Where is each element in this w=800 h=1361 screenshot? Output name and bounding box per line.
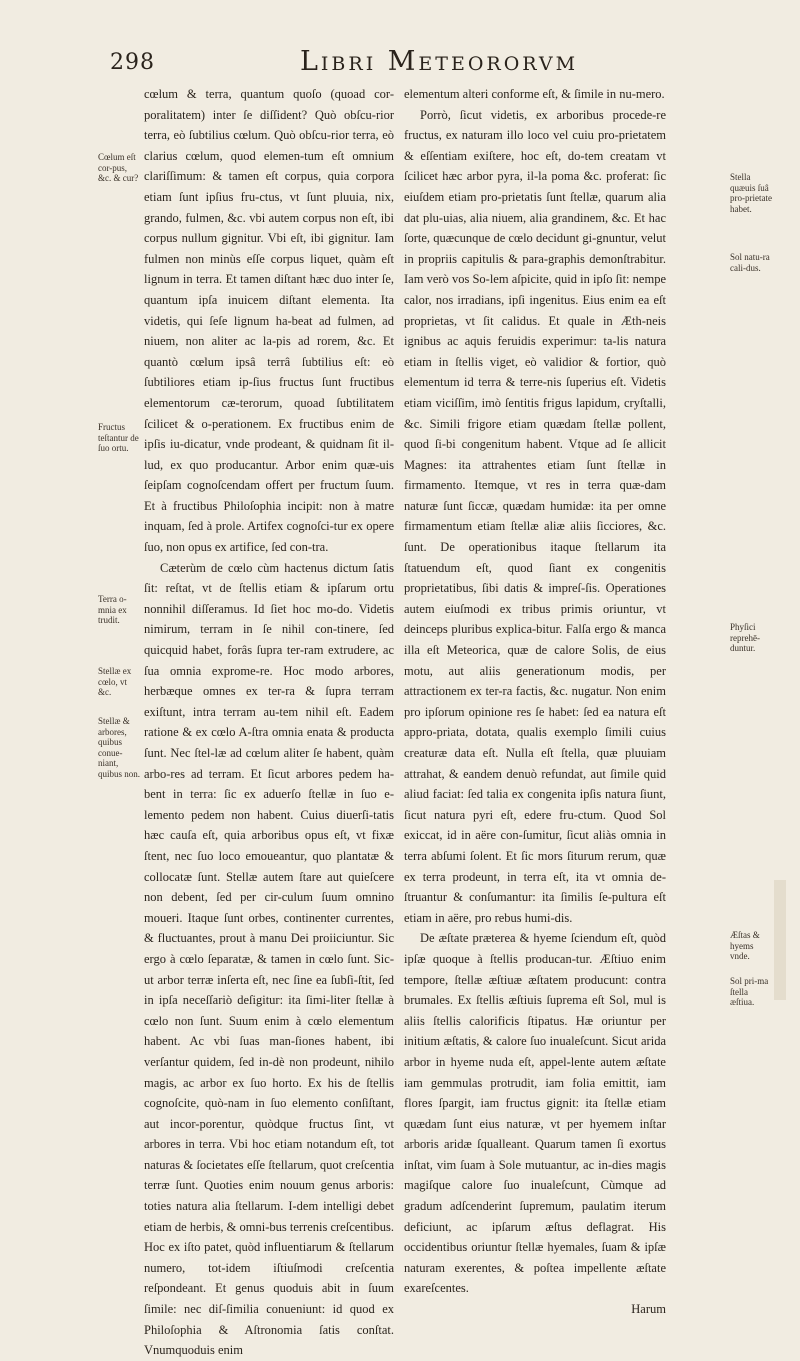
right-paragraph-1: elementum alteri conforme eſt, & ſimile in nu-mero. (404, 87, 665, 101)
margin-note-right-4: Æſtas & hyems vnde. (730, 930, 760, 961)
margin-note-right-1: Stella quæuis ſuâ pro-prietate habet. (730, 172, 772, 214)
page-header (0, 40, 800, 80)
right-paragraph-2: Porrò, ſicut videtis, ex arboribus procede-re fructus, ex naturam illo loco vel cuiu pro-prietatem & eſſentiam exiſtere, hoc eſt, do-tem creatam vt ſcilicet hæc arbor pyra, il-la poma &c. proferat: ſic eiuſdem etiam pro-prietatis ſunt ſtellæ, quarum alia dat plu-uias, alia niuem, alia grandinem, &c. Et hac ſorte, quæcunque de cœlo decidunt gi-gnuntur, velut in propriis capitulis & para-graphis demonſtrabitur. Iam verò vos So-lem aſpicite, quid in ipſo ſit: nempe calor, nos irradians, ipſi ingenitus. Eius enim ea eſt proprietas, vt ſit calidus. Et quale in Æth-neis ignibus ac aquis feruidis experimur: ta-lis natura etiam in ſtellis viget, eò validior & fortior, quò elementum id terra & terre-nis ſuperius eſt. Videtis etiam viciſſim, imò ſentitis frigus lapidum, cryſtalli, &c. Simili frigore etiam quædam ſtellæ pollent, quod ſi-bi congenitum habent. Vtque ad ſe allicit Magnes: ita attrahentes etiam ſunt ſtellæ in firmamento. Itemque, vt res in terra quæ-dam naturæ ſunt ſiccæ, quædam humidæ: ita per omne firmamentum etiam ſtellæ aliæ aliis ſicciores, &c. ſunt. De operationibus itaque ſtellarum ita ſtatuendum eſt, quod ſiant ex congenitis proprietatibus, ſibi datis & impreſ-ſis. Operationes autem eiuſmodi ex tribus primis oriuntur, vt deinceps pluribus explica-bitur. Falſa ergo & manca illa eſt Meteorica, quæ de calore Solis, de eius motu, aut aliis generationum modis, per attractionem ex ter-ra factis, &c. nugatur. Non enim pro ipſorum opinione res ſe habet: ſed ea natura eſt appro-priata, dotata, qualis exemplo ſimili cuius creaturæ data eſt. Nulla eſt ſtella, quæ pluuiam attrahat, & eandem denuò refundat, aut ſimile quid aliud faciat: ſed talia ex congenita ipſis natura ſiunt, ſicut natura pyri eſt, edere fru-ctum. Quod Sol exiccat, id in aëre con-ſumitur, ſicut aliàs omnia in terra abſumi ſolent. Et ſic mors ſiturum rerum, quæ ex terra prodeunt, in terra eſt, ita vt omnia de-ſtruantur & conſumantur: ita ſimilis ſe-pultura eſt etiam in aëre, pro rebus humi-dis. (404, 107, 666, 925)
page-edge-stain (774, 880, 786, 1000)
margin-note-right-5: Sol pri-ma ſtella æſtiua. (730, 976, 769, 1007)
right-paragraph-3: De æſtate præterea & hyeme ſciendum eſt, quòd ipſæ quoque à ſtellis producan-tur. Æſtiuo enim tempore, ſtellæ æſtiuæ æſtatem producunt: contra brumales. Ex ſtellis æſtiuis ſuprema eſt Sol, mul is aliis ſtellis calorificis ſtipatus. Hæ oriuntur per initium æſtatis, & calore ſuo inualeſcunt. Sicut arida arbor in hyeme nuda eſt, appel-lente autem æſtate iam gemmulas protrudit, iam folia emittit, iam flores ſpargit, iam fructus gignit: ita ſtellæ etiam quædam ſunt eius naturæ, vt per hyemem inſtar arboris aridæ ſqualleant. Quarum tamen ſi exortus inſtat, vim ſuam à Sole mutuantur, ac in-dies magis magiſque calore ſuo inualeſcunt, Cùmque ad gradum adſcenderint ſupremum, paulatim iterum deficiunt, ac ipſarum æſtus deflagrat. His occidentibus oriuntur ſtellæ hyemales, ſuam & ipſæ naturam exerentes, & poſtea impellente æſtate exareſcentes. (404, 931, 666, 1296)
margin-note-right-2: Sol natu-ra cali-dus. (730, 252, 770, 273)
left-column (144, 84, 394, 1361)
margin-note-left-4: Stellæ ex cœlo, vt &c. (98, 666, 132, 697)
margin-note-left-1: Cœlum eſt cor-pus, &c. & cur? (98, 152, 139, 183)
margin-note-left-2: Fructus teſtantur de ſuo ortu. (98, 422, 139, 453)
margin-note-right-3: Phyſici reprehē-duntur. (730, 622, 760, 653)
margin-note-left-3: Terra o-mnia ex trudit. (98, 594, 127, 625)
catchword: Harum (631, 1302, 666, 1317)
page-number: 298 (110, 50, 155, 75)
running-head: Libri Meteororvm (300, 46, 579, 77)
left-paragraph-2: Cæterùm de cœlo cùm hactenus dictum ſatis ſit: reſtat, vt de ſtellis etiam & ipſarum ortu nonnihil diſſeramus. Id ſiet hoc mo-do. Videtis nimirum, terram in ſe nihil con-tinere, ſed quicquid habet, forâs ſupra ter-ram extrudere, ac ſua omnia exprome-re. Hoc modo arbores, herbæque omnes ex ter-ra & ſupra terram exiſtunt, intra terram au-tem nihil eſt. Eadem ratione & ex cœlo A-ſtra omnia enata & producta ſunt. Nec ſtel-læ ad cœlum aliter ſe habent, quàm arbo-res ad terram. Et ſicut arbores pedem ha-bent in terra: ſic ex aduerſo ſtellæ in ſuo e-lemento pedem non habent. Cuius diuerſi-tatis hæc cauſa eſt, quia arboribus opus eſt, vt fixæ ſtent, nec ſuo loco emoueantur, quo plantatæ & collocatæ ſunt. Stellæ autem ſtare aut quieſcere non debent, ſed per cir-culum ſuum omnino moueri. Itaque ſunt orbes, continenter currentes, & fluctuantes, prout à manu Dei proiiciuntur. Sic ergo à cœlo ſeparatæ, & tamen in cœlo ſunt. Sic-ut arbor terræ inſerta eſt, nec ſine ea ſubſi-ſtit, ſed in ipſa neceſſariò deſigitur: ita ſimi-liter ſtellæ à cœlo non ſunt. Suum enim à cœlo elementum habent. Ac vbi ſuas man-ſiones habent, ibi verſantur quidem, ſed in-dè non prodeunt, nihilo magis, ac arbor ex ſuo horto. Ex his de ſtellis cognoſcite, quò-nam in ſuo elemento conſiſtant, aut incor-porentur, quòdque fructus ſint, vt arbores in terra. Vbi hoc etiam notandum eſt, tot naturas & ſocietates eſſe ſtellarum, quot creſcentia terræ ſunt. Quoties enim nouum genus arboris: toties natura alia ſtellarum. I-dem intelligi debet etiam de herbis, & omni-bus terrenis creſcentibus. Hoc ex iſto patet, quòd influentiarum & ſtellarum numero, tot-idem iſtiuſmodi creſcentia reſpondeant. Et genus quoduis abit in ſuum ſimile: nec diſ-ſimilia conueniunt: id quod ex Philoſophia & Aſtronomia ſatis conſtat. Vnumquoduis enim (144, 560, 394, 1358)
right-column (404, 84, 666, 1320)
margin-note-left-5: Stellæ & arbores, quibus conue-niant, quibus non. (98, 716, 141, 779)
left-paragraph-1: cœlum & terra, quantum quoſo (quoad cor-poralitatem) inter ſe diſſident? Quò obſcu-rior terra, eò ſubtilius cœlum. Quò obſcu-rior terra, eò clarius cœlum, quod elemen-tum eſt omnium clariſſimum: & tamen eſt corpus, quia corpora etiam ſunt ipſius fru-ctus, vt ſunt pluuia, nix, grando, fulmen, &c. vbi autem corpus non eſt, ibi corpus nullum gignitur. Vbi eſt, ibi gignitur. Iam fulmen non minùs eſſe corpus liquet, quàm eſt lignum in terra. Et tamen diſtant hæc duo inter ſe, quantum ipſa inuicem diſtant elementa. Ita videtis, qui ſeſe lignum ha-beat ad fulmen, ad niuem, non aliter ac la-pis ad rorem, &c. Et quantò cœlum ipsâ terrâ ſubtilius eſt: eò ſubtiliores etiam ip-ſius fructus ſunt fructibus elementorum cæ-terorum, quoad ſubtilitatem ſcilicet & o-perationem. Ex fructibus enim de ipſis iu-dicatur, vnde prodeant, & quidnam ſit il-lud, ex quo producantur. Arbor enim quæ-uis ſeipſam cognoſcendam offert per fructum ſuum. Et à fructibus Philoſophia incipit: non à matre inquam, ſed à prole. Artifex cognoſci-tur ex opere ſuo, non opus ex artifice, ſed con-tra. (144, 87, 394, 555)
